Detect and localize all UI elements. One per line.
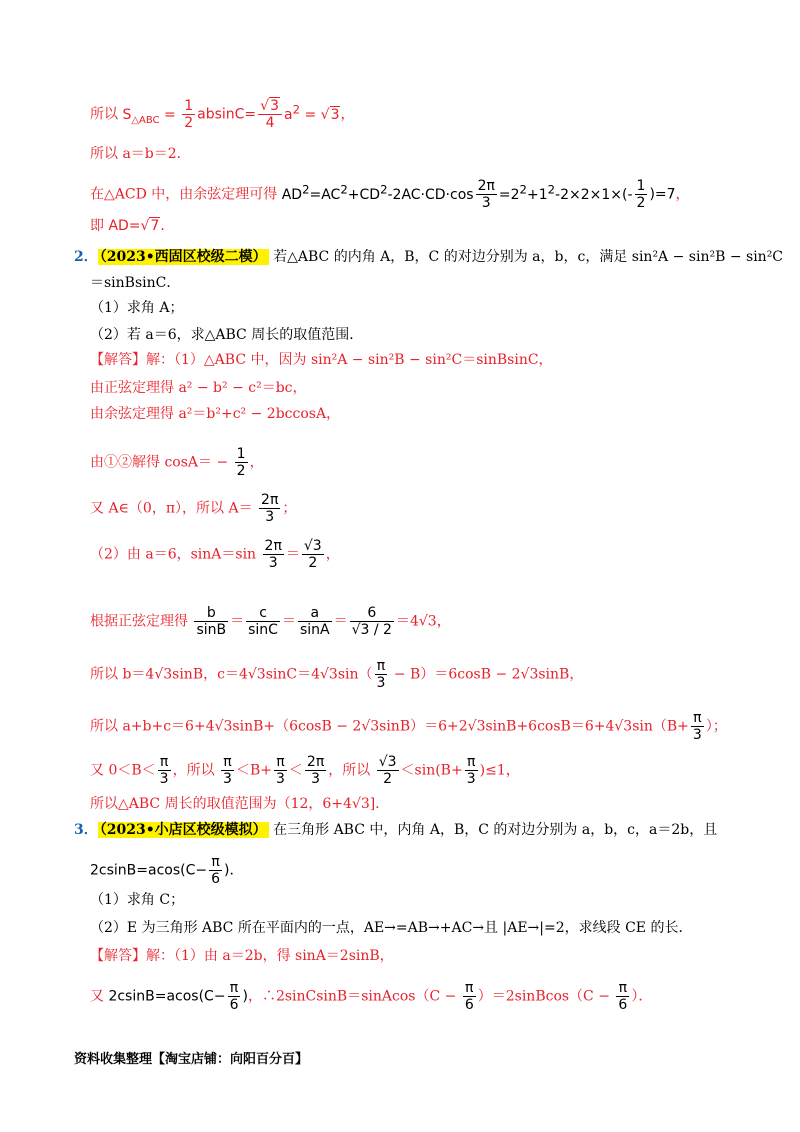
q3-stem: 3． （2023•小店区校级模拟） 在三角形 ABC 中，内角 A，B，C 的对边分别为 a，b，c，a＝2b，且 [74, 822, 718, 838]
block1-line3: 在△ACD 中，由余弦定理可得 $AD^2=AC^2+CD^2-2AC\cdot CD\cdot\cos$ $\frac{2\pi}{3}$ $=2^2+1^2-2\times 2\times 1\times(-$ $\frac{1}{2}$ )=7， [90, 178, 690, 211]
q2-part2: （2）若 a＝6，求△ABC 周长的取值范围． [90, 327, 364, 343]
q2-answer-line7: 根据正弦定理得 $\frac{b}{\sin B}$ ＝ $\frac{c}{\sin C}$ ＝ $\frac{a}{\sin A}$ ＝ $\frac{6}{√3 / 2}$ ＝4√3， [90, 605, 451, 638]
q2-stem-cont: ＝sinBsinC． [90, 275, 181, 291]
q2-answer-line2: 由正弦定理得 a² − b² − c²＝bc， [90, 380, 307, 396]
q2-answer-line9: 所以 a+b+c＝6+4√3sinB+（6cosB − 2√3sinB）＝6+2√3sinB+6cosB＝6+4√3sin（B+ $\frac{\pi}{3}$ ）； [90, 710, 727, 743]
q2-answer-line6: （2）由 a＝6，sinA＝sin $\frac{2\pi}{3}$ ＝ $\frac{√3}{2}$ ， [90, 538, 340, 571]
q3-stem-cont: 2csinB=acos(C− $\frac{\pi}{6}$ )． [90, 854, 244, 887]
q2-answer-line11: 所以△ABC 周长的取值范围为（12，6+4√3]． [90, 796, 390, 812]
q2-answer-line1: 【解答】解：（1）△ABC 中，因为 sin²A − sin²B − sin²C＝sinBsinC， [90, 352, 553, 368]
q2-stem: 2． （2023•西固区校级二模） 若△ABC 的内角 A，B，C 的对边分别为 a，b，c，满足 sin²A − sin²B − sin²C [74, 249, 784, 265]
q2-answer-line4: 由①②解得 cosA＝ − $\frac{1}{2}$ ， [90, 446, 264, 479]
q3-part2: （2）E 为三角形 ABC 所在平面内的一点，AE→=AB→+AC→且 |AE→|=2，求线段 CE 的长． [90, 920, 693, 936]
q3-answer-line2: 又 2csinB=acos(C− $\frac{\pi}{6}$ )，∴2sinCsinB＝sinAcos（C − $\frac{\pi}{6}$ ）＝2sinBcos（C − $\frac{\pi}{6}$ ）． [90, 980, 653, 1013]
q2-answer-line10: 又 0＜B＜ $\frac{\pi}{3}$ ，所以 $\frac{\pi}{3}$ ＜B+ $\frac{\pi}{3}$ ＜ $\frac{2\pi}{3}$ ，所以 $\frac{√3}{2}$ ＜sin(B+ $\frac{\pi}{3}$ )≤1， [90, 754, 520, 787]
page-footer: 资料收集整理【淘宝店铺：向阳百分百】 [74, 1052, 309, 1067]
block1-line2: 所以 a＝b＝2． [90, 146, 191, 162]
block1-line1: 所以 $S_{\triangle ABC}$ = $\frac{1}{2}$ absinC= $\frac{√3}{4}$ $a^2 = √3$， [90, 98, 355, 131]
q3-source: （2023•小店区校级模拟） [99, 822, 267, 838]
q2-answer-line3: 由余弦定理得 a²＝b²+c² − 2bccosA， [90, 406, 341, 422]
q2-part1: （1）求角 A； [90, 300, 184, 316]
q2-source: （2023•西固区校级二模） [99, 249, 267, 265]
q3-answer-line1: 【解答】解：（1）由 a＝2b，得 sinA＝2sinB， [90, 948, 394, 964]
block1-line4: 即 AD=√7． [90, 218, 175, 234]
q2-answer-line5: 又 A∈（0，π），所以 A＝ $\frac{2\pi}{3}$ ； [90, 492, 297, 525]
q3-part1: （1）求角 C； [90, 892, 185, 908]
q2-answer-line8: 所以 b＝4√3sinB，c＝4√3sinC＝4√3sin（ $\frac{\pi}{3}$ − B）＝6cosB − 2√3sinB， [90, 658, 584, 691]
